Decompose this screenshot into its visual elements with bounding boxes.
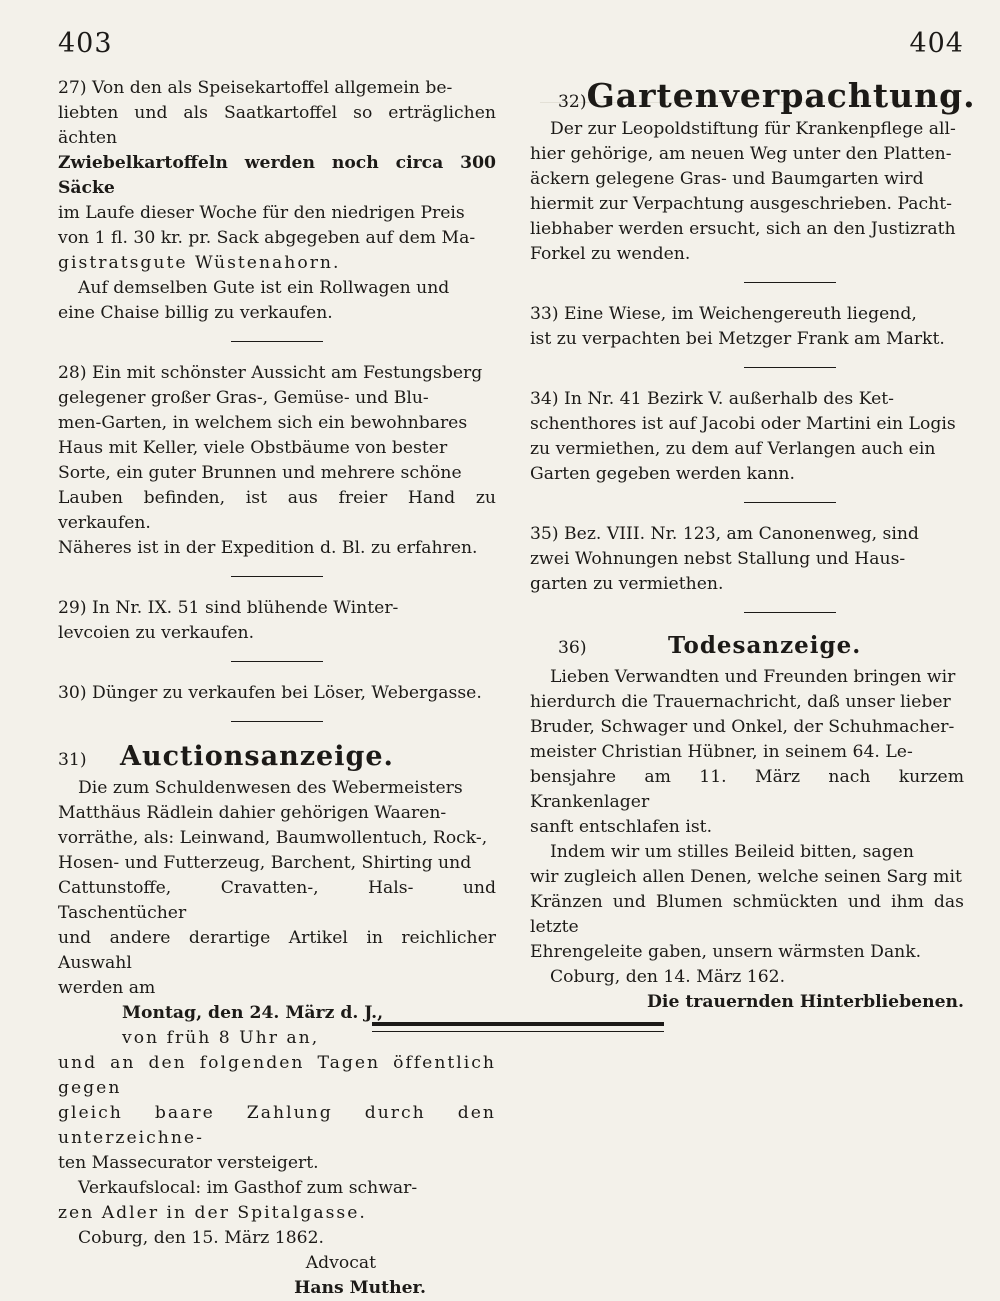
ad-28-line: Haus mit Keller, viele Obstbäume von bester bbox=[58, 438, 448, 458]
ad-31-line: ten Massecurator versteigert. bbox=[58, 1153, 319, 1173]
separator-rule bbox=[231, 661, 323, 662]
ad-32-heading bbox=[530, 76, 976, 115]
ad-27-line: Zwiebelkartoffeln werden noch circa 300 Säcke bbox=[58, 153, 496, 198]
rule-thin bbox=[372, 1031, 664, 1032]
ad-36-line: sanft entschlafen ist. bbox=[530, 817, 713, 837]
ad-29-line: levcoien zu verkaufen. bbox=[58, 623, 255, 643]
page-number-left: 403 bbox=[58, 28, 113, 59]
ad-36-heading bbox=[530, 632, 964, 659]
ad-28-line: men-Garten, in welchem sich ein bewohnbares bbox=[58, 413, 468, 433]
ad-33 bbox=[530, 302, 964, 352]
ad-34-line: Garten gegeben werden kann. bbox=[530, 464, 795, 484]
separator-rule bbox=[744, 612, 836, 613]
ad-28-line: gelegener großer Gras-, Gemüse- und Blu- bbox=[58, 388, 429, 408]
ad-36-line: Kränzen und Blumen schmückten und ihm das letzte bbox=[530, 892, 964, 937]
ad-32-line: hiermit zur Verpachtung ausgeschrieben. Pacht- bbox=[530, 194, 952, 214]
ad-36-number: 36) bbox=[558, 638, 587, 658]
ad-31-line: Hosen- und Futterzeug, Barchent, Shirting und bbox=[58, 853, 472, 873]
ad-32-line: hier gehörige, am neuen Weg unter den Platten- bbox=[530, 144, 952, 164]
ad-28 bbox=[58, 361, 496, 561]
right-column bbox=[530, 76, 976, 1015]
ad-27-line: Auf demselben Gute ist ein Rollwagen und bbox=[78, 278, 450, 298]
ad-28-line: Sorte, ein guter Brunnen und mehrere schöne bbox=[58, 463, 462, 483]
ad-27-line: im Laufe dieser Woche für den niedrigen Preis bbox=[58, 203, 465, 223]
ad-31-line: und an den folgenden Tagen öffentlich gegen bbox=[58, 1053, 496, 1098]
left-column bbox=[58, 76, 496, 1301]
ad-36-line: wir zugleich allen Denen, welche seinen Sarg mit bbox=[530, 867, 962, 887]
ad-36 bbox=[530, 632, 964, 1015]
ad-28-line: 28) Ein mit schönster Aussicht am Festungsberg bbox=[58, 363, 483, 383]
ad-28-line: Näheres ist in der Expedition d. Bl. zu erfahren. bbox=[58, 538, 478, 558]
ad-31-line: Die zum Schuldenwesen des Webermeisters bbox=[78, 778, 463, 798]
ad-31-line: Coburg, den 15. März 1862. bbox=[78, 1228, 325, 1248]
ad-33-line: 33) Eine Wiese, im Weichengereuth liegend, bbox=[530, 304, 917, 324]
ad-36-line: Lieben Verwandten und Freunden bringen wir bbox=[550, 667, 956, 687]
ad-31 bbox=[58, 741, 496, 1301]
ad-31-heading bbox=[58, 741, 496, 772]
ad-31-line: werden am bbox=[58, 978, 156, 998]
ad-27 bbox=[58, 76, 496, 326]
ad-31-number: 31) bbox=[58, 750, 87, 770]
ad-31-title: Auctionsanzeige. bbox=[120, 741, 394, 772]
ad-31-line: zen Adler in der Spitalgasse. bbox=[58, 1203, 367, 1223]
separator-rule bbox=[744, 367, 836, 368]
ad-29 bbox=[58, 596, 496, 646]
ad-36-signature: Die trauernden Hinterbliebenen. bbox=[647, 992, 964, 1012]
ad-27-line: eine Chaise billig zu verkaufen. bbox=[58, 303, 333, 323]
ad-30 bbox=[58, 681, 496, 706]
ad-31-line: von früh 8 Uhr an, bbox=[122, 1028, 320, 1048]
ad-28-line: Lauben befinden, ist aus freier Hand zu verkaufen. bbox=[58, 488, 496, 533]
ad-31-line: Cattunstoffe, Cravatten-, Hals- und Taschentücher bbox=[58, 878, 496, 923]
ad-27-line: von 1 fl. 30 kr. pr. Sack abgegeben auf dem Ma- bbox=[58, 228, 476, 248]
ad-31-signature-title: Advocat bbox=[305, 1253, 376, 1273]
ad-32-line: liebhaber werden ersucht, sich an den Justizrath bbox=[530, 219, 956, 239]
ad-34-line: schenthores ist auf Jacobi oder Martini ein Logis bbox=[530, 414, 956, 434]
ad-27-line: liebten und als Saatkartoffel so erträglichen ächten bbox=[58, 103, 496, 148]
ad-31-line: gleich baare Zahlung durch den unterzeichne- bbox=[58, 1103, 496, 1148]
ad-34-line: 34) In Nr. 41 Bezirk V. außerhalb des Ket- bbox=[530, 389, 894, 409]
ad-31-signature: Hans Muther. bbox=[294, 1278, 426, 1298]
ad-36-line: Ehrengeleite gaben, unsern wärmsten Dank. bbox=[530, 942, 922, 962]
ad-36-line: Bruder, Schwager und Onkel, der Schuhmacher- bbox=[530, 717, 955, 737]
ad-36-line: meister Christian Hübner, in seinem 64. Le- bbox=[530, 742, 913, 762]
separator-rule bbox=[231, 341, 323, 342]
ad-33-line: ist zu verpachten bei Metzger Frank am Markt. bbox=[530, 329, 945, 349]
ad-35-line: 35) Bez. VIII. Nr. 123, am Canonenweg, sind bbox=[530, 524, 919, 544]
separator-rule bbox=[744, 282, 836, 283]
ad-32-line: Der zur Leopoldstiftung für Krankenpflege all- bbox=[550, 119, 956, 139]
ad-31-line: und andere derartige Artikel in reichlicher Auswahl bbox=[58, 928, 496, 973]
ad-32-title: Gartenverpachtung. bbox=[586, 76, 976, 115]
page-number-right: 404 bbox=[909, 28, 964, 59]
ad-32-number: 32) bbox=[558, 92, 587, 112]
separator-rule bbox=[231, 721, 323, 722]
ad-36-line: Coburg, den 14. März 162. bbox=[550, 967, 786, 987]
ad-30-line: 30) Dünger zu verkaufen bei Löser, Webergasse. bbox=[58, 683, 482, 703]
ad-27-line: gistratsgute Wüstenahorn. bbox=[58, 253, 341, 273]
ad-35-line: garten zu vermiethen. bbox=[530, 574, 724, 594]
ad-32-line: äckern gelegene Gras- und Baumgarten wird bbox=[530, 169, 924, 189]
ad-35 bbox=[530, 522, 964, 597]
ad-35-line: zwei Wohnungen nebst Stallung und Haus- bbox=[530, 549, 906, 569]
ad-29-line: 29) In Nr. IX. 51 sind blühende Winter- bbox=[58, 598, 399, 618]
ad-31-line: Matthäus Rädlein dahier gehörigen Waaren- bbox=[58, 803, 447, 823]
separator-rule bbox=[231, 576, 323, 577]
ad-36-title: Todesanzeige. bbox=[668, 632, 862, 659]
ad-27-line: 27) Von den als Speisekartoffel allgemein be- bbox=[58, 78, 453, 98]
ad-34 bbox=[530, 387, 964, 487]
ad-31-line: Verkaufslocal: im Gasthof zum schwar- bbox=[78, 1178, 418, 1198]
ad-36-line: hierdurch die Trauernachricht, daß unser lieber bbox=[530, 692, 951, 712]
ad-31-line: Montag, den 24. März d. J., bbox=[122, 1003, 384, 1023]
ad-34-line: zu vermiethen, zu dem auf Verlangen auch ein bbox=[530, 439, 936, 459]
ad-36-line: Indem wir um stilles Beileid bitten, sagen bbox=[550, 842, 914, 862]
ad-36-line: bensjahre am 11. März nach kurzem Krankenlager bbox=[530, 767, 964, 812]
rule-thick bbox=[372, 1022, 664, 1026]
ad-32-line: Forkel zu wenden. bbox=[530, 244, 691, 264]
ad-32 bbox=[530, 76, 976, 267]
ad-31-line: vorräthe, als: Leinwand, Baumwollentuch, Rock-, bbox=[58, 828, 488, 848]
closing-double-rule bbox=[372, 1022, 664, 1032]
separator-rule bbox=[744, 502, 836, 503]
